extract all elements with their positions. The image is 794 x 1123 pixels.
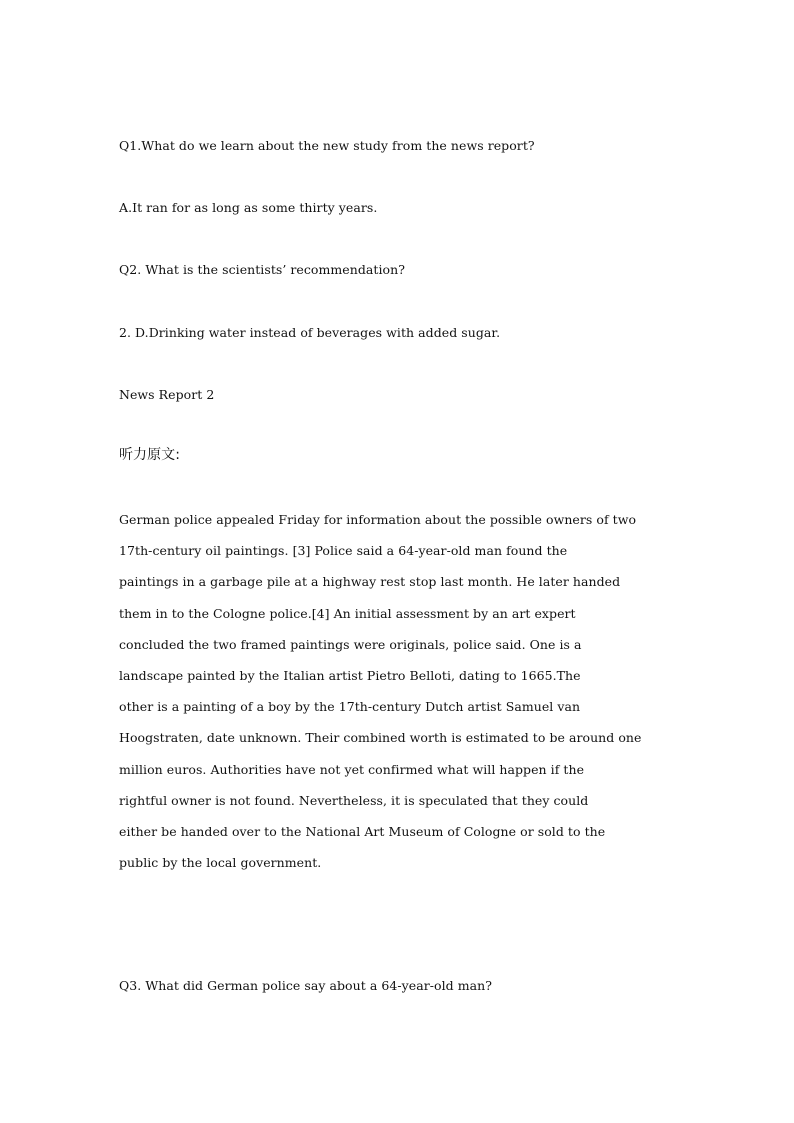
transcript-line: Hoogstraten, date unknown. Their combined worth is estimated to be around one xyxy=(119,730,642,746)
transcript-line: public by the local government. xyxy=(119,855,322,871)
transcript-line: either be handed over to the National Art Museum of Cologne or sold to the xyxy=(119,823,606,839)
transcript-line: German police appealed Friday for information about the possible owners of two xyxy=(119,512,637,527)
section-title: News Report 2 xyxy=(119,387,215,402)
question-2: Q2. What is the scientists’ recommendation? xyxy=(119,262,405,277)
transcript-label: 听力原文: xyxy=(119,447,180,463)
transcript-line: them in to the Cologne police.[4] An initial assessment by an art expert xyxy=(119,605,576,621)
answer-2: 2. D.Drinking water instead of beverages with added sugar. xyxy=(119,325,501,340)
transcript-line: other is a painting of a boy by the 17th-century Dutch artist Samuel van xyxy=(119,699,581,715)
question-3: Q3. What did German police say about a 64-year-old man? xyxy=(119,978,492,993)
transcript-line: million euros. Authorities have not yet confirmed what will happen if the xyxy=(119,761,585,777)
transcript-line: concluded the two framed paintings were originals, police said. One is a xyxy=(119,636,582,652)
transcript-line: paintings in a garbage pile at a highway rest stop last month. He later handed xyxy=(119,574,621,590)
question-1: Q1.What do we learn about the new study from the news report? xyxy=(119,138,535,153)
answer-1: A.It ran for as long as some thirty years. xyxy=(119,200,378,215)
transcript-line: landscape painted by the Italian artist Pietro Belloti, dating to 1665.The xyxy=(119,667,581,683)
transcript-line: rightful owner is not found. Nevertheless, it is speculated that they could xyxy=(119,792,589,808)
transcript-line: 17th-century oil paintings. [3] Police said a 64-year-old man found the xyxy=(119,543,568,559)
transcript-paragraph xyxy=(119,512,679,886)
